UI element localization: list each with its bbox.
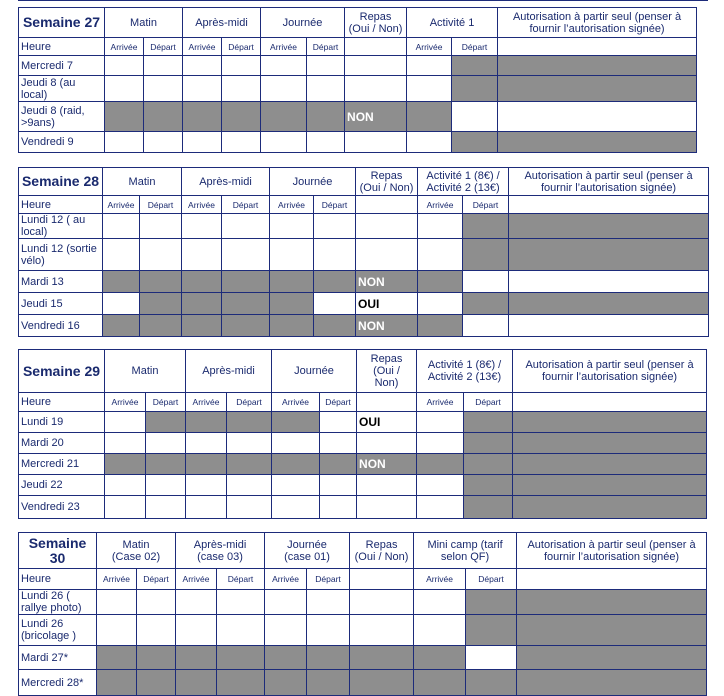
journee-depart-label: Départ [320,393,357,412]
matin-depart-cell [140,271,182,293]
matin-depart-cell[interactable] [144,132,183,153]
week-title: Semaine 28 [19,168,103,196]
day-label: Lundi 26 ( rallye photo) [19,590,97,615]
header-journee: Journée [272,350,357,393]
matin-arrivee-label: Arrivée [105,38,144,56]
day-row [19,670,707,696]
repas-cell[interactable] [356,214,418,239]
week-title: Semaine 30 [19,533,97,569]
journee-depart-label: Départ [307,569,350,590]
matin-arrivee-cell[interactable] [103,239,140,271]
journee-depart-cell[interactable] [314,293,356,315]
journee-arrivee-cell[interactable] [272,475,320,496]
day-label: Mercredi 28* [19,670,97,696]
header-autorisation: Autorisation à partir seul (penser à fournir l’autorisation signée) [517,533,707,569]
apres-midi-arrivee-cell [186,412,227,433]
journee-arrivee-cell [270,293,314,315]
apres-midi-arrivee-label: Arrivée [176,569,217,590]
matin-depart-label: Départ [146,393,186,412]
autorisation-cell [509,239,709,271]
apres-midi-depart-cell [217,670,265,696]
header-autorisation: Autorisation à partir seul (penser à fournir l’autorisation signée) [509,168,709,196]
apres-midi-depart-cell[interactable] [227,496,272,519]
matin-arrivee-cell[interactable] [97,590,137,615]
apres-midi-depart-cell [222,271,270,293]
matin-arrivee-label: Arrivée [105,393,146,412]
matin-depart-cell[interactable] [140,239,182,271]
activite-depart-cell [452,56,498,76]
apres-midi-arrivee-cell[interactable] [186,433,227,454]
apres-midi-arrivee-cell[interactable] [183,76,222,102]
autorisation-cell [517,615,707,646]
journee-depart-cell[interactable] [320,433,357,454]
repas-sub-blank [345,38,407,56]
header-repas: Repas (Oui / Non) [350,533,414,569]
header-apres-midi: Après-midi (case 03) [176,533,265,569]
repas-cell[interactable] [350,615,414,646]
autorisation-sub-blank [498,38,697,56]
autorisation-sub-blank [509,196,709,214]
day-row [19,615,707,646]
autorisation-cell [498,76,697,102]
activite-arrivee-cell[interactable] [407,76,452,102]
activite-arrivee-cell[interactable] [414,615,466,646]
day-row [19,239,709,271]
heure-label: Heure [19,196,103,214]
autorisation-cell [517,590,707,615]
apres-midi-arrivee-cell [182,271,222,293]
apres-midi-arrivee-cell [182,315,222,337]
matin-depart-cell [137,670,176,696]
journee-depart-label: Départ [314,196,356,214]
repas-cell: NON [356,271,418,293]
matin-arrivee-cell [97,646,137,670]
journee-depart-cell [314,315,356,337]
apres-midi-depart-cell [222,315,270,337]
day-row [19,102,697,132]
matin-depart-cell [146,412,186,433]
activite-depart-cell [464,454,513,475]
journee-arrivee-cell[interactable] [265,615,307,646]
apres-midi-arrivee-cell[interactable] [183,56,222,76]
journee-arrivee-cell [270,315,314,337]
matin-depart-cell[interactable] [146,433,186,454]
day-label: Lundi 19 [19,412,105,433]
repas-cell[interactable] [357,496,417,519]
apres-midi-arrivee-cell[interactable] [182,239,222,271]
day-row [19,496,707,519]
schedule-table-week-3 [18,349,707,519]
matin-arrivee-cell [103,315,140,337]
day-label: Mardi 27* [19,646,97,670]
day-label: Mercredi 21 [19,454,105,475]
autorisation-cell[interactable] [498,102,697,132]
journee-arrivee-cell [270,271,314,293]
activite-depart-cell [463,239,509,271]
matin-depart-cell[interactable] [144,56,183,76]
day-label: Mardi 20 [19,433,105,454]
day-label: Mercredi 7 [19,56,105,76]
repas-cell [350,646,414,670]
journee-depart-cell[interactable] [320,496,357,519]
activite-arrivee-cell[interactable] [414,590,466,615]
matin-arrivee-cell[interactable] [105,433,146,454]
journee-arrivee-label: Arrivée [261,38,307,56]
journee-depart-label: Départ [307,38,345,56]
repas-cell[interactable]: OUI [357,412,417,433]
heure-label: Heure [19,393,105,412]
journee-depart-cell [307,102,345,132]
repas-cell[interactable] [357,475,417,496]
autorisation-sub-blank [517,569,707,590]
apres-midi-depart-cell[interactable] [222,214,270,239]
header-repas: Repas (Oui / Non) [345,8,407,38]
apres-midi-arrivee-cell [176,670,217,696]
day-row [19,433,707,454]
repas-cell: NON [345,102,407,132]
autorisation-cell [513,433,707,454]
activite-arrivee-label: Arrivée [414,569,466,590]
repas-sub-blank [350,569,414,590]
autorisation-cell [513,496,707,519]
matin-depart-cell[interactable] [140,214,182,239]
journee-depart-cell [307,646,350,670]
activite-arrivee-cell[interactable] [417,496,464,519]
repas-cell: NON [356,315,418,337]
autorisation-cell[interactable] [509,315,709,337]
journee-depart-cell[interactable] [307,615,350,646]
matin-arrivee-label: Arrivée [97,569,137,590]
matin-arrivee-cell[interactable] [105,475,146,496]
apres-midi-depart-cell[interactable] [217,615,265,646]
apres-midi-arrivee-label: Arrivée [182,196,222,214]
matin-arrivee-cell[interactable] [97,615,137,646]
day-row [19,454,707,475]
day-label: Lundi 12 (sortie vélo) [19,239,103,271]
header-matin: Matin (Case 02) [97,533,176,569]
top-rule [18,0,708,1]
activite-arrivee-cell [417,454,464,475]
activite-arrivee-cell [414,670,466,696]
journee-arrivee-cell[interactable] [270,239,314,271]
day-label: Jeudi 15 [19,293,103,315]
matin-arrivee-cell[interactable] [105,496,146,519]
header-journee: Journée (case 01) [265,533,350,569]
activite-arrivee-cell [418,315,463,337]
journee-arrivee-cell [261,102,307,132]
activite-arrivee-cell[interactable] [417,412,464,433]
autorisation-sub-blank [513,393,707,412]
apres-midi-arrivee-cell [182,293,222,315]
journee-arrivee-cell[interactable] [272,433,320,454]
journee-depart-cell[interactable] [314,239,356,271]
matin-depart-cell [146,454,186,475]
apres-midi-depart-label: Départ [222,196,270,214]
autorisation-cell [509,293,709,315]
repas-sub-blank [356,196,418,214]
matin-depart-cell[interactable] [146,496,186,519]
matin-arrivee-cell[interactable] [105,76,144,102]
journee-depart-cell[interactable] [314,214,356,239]
day-label: Lundi 12 ( au local) [19,214,103,239]
matin-depart-cell[interactable] [144,76,183,102]
header-autorisation: Autorisation à partir seul (penser à fournir l’autorisation signée) [498,8,697,38]
journee-arrivee-cell [265,646,307,670]
activite-depart-cell [464,412,513,433]
activite-depart-cell[interactable] [466,646,517,670]
apres-midi-depart-cell [217,646,265,670]
day-label: Lundi 26 (bricolage ) [19,615,97,646]
apres-midi-arrivee-cell[interactable] [176,590,217,615]
matin-arrivee-cell[interactable] [105,56,144,76]
day-label: Vendredi 23 [19,496,105,519]
apres-midi-depart-cell [227,454,272,475]
apres-midi-arrivee-cell[interactable] [183,132,222,153]
matin-arrivee-cell [103,271,140,293]
apres-midi-depart-cell[interactable] [227,433,272,454]
autorisation-cell [513,475,707,496]
repas-cell [350,670,414,696]
header-matin: Matin [103,168,182,196]
activite-arrivee-cell[interactable] [418,214,463,239]
matin-arrivee-cell[interactable] [105,132,144,153]
repas-cell[interactable] [345,132,407,153]
repas-cell[interactable] [357,433,417,454]
header-autorisation: Autorisation à partir seul (penser à fournir l’autorisation signée) [513,350,707,393]
journee-arrivee-cell[interactable] [261,76,307,102]
activite-depart-cell[interactable] [463,315,509,337]
journee-arrivee-cell[interactable] [265,590,307,615]
day-label: Jeudi 8 (au local) [19,76,105,102]
week-title: Semaine 29 [19,350,105,393]
activite-depart-cell[interactable] [463,271,509,293]
activite-depart-cell [452,76,498,102]
matin-arrivee-cell[interactable] [105,412,146,433]
day-row [19,214,709,239]
day-row [19,315,709,337]
activite-depart-cell [466,670,517,696]
journee-depart-cell[interactable] [320,412,357,433]
activite-arrivee-label: Arrivée [417,393,464,412]
heure-label: Heure [19,569,97,590]
day-label: Jeudi 22 [19,475,105,496]
header-activite: Mini camp (tarif selon QF) [414,533,517,569]
journee-arrivee-label: Arrivée [270,196,314,214]
activite-depart-cell [464,433,513,454]
journee-depart-cell [320,454,357,475]
day-label: Vendredi 16 [19,315,103,337]
header-activite: Activité 1 [407,8,498,38]
day-row [19,412,707,433]
activite-depart-cell [466,590,517,615]
matin-depart-label: Départ [144,38,183,56]
activite-depart-label: Départ [464,393,513,412]
header-apres-midi: Après-midi [186,350,272,393]
journee-depart-cell[interactable] [307,590,350,615]
journee-depart-cell[interactable] [320,475,357,496]
matin-depart-cell [137,646,176,670]
matin-depart-label: Départ [137,569,176,590]
header-apres-midi: Après-midi [182,168,270,196]
autorisation-cell [517,646,707,670]
activite-depart-cell [466,615,517,646]
apres-midi-depart-cell[interactable] [222,132,261,153]
apres-midi-arrivee-cell[interactable] [182,214,222,239]
day-row [19,590,707,615]
matin-depart-cell [144,102,183,132]
matin-arrivee-label: Arrivée [103,196,140,214]
day-row [19,76,697,102]
header-repas: Repas (Oui / Non) [356,168,418,196]
activite-arrivee-label: Arrivée [418,196,463,214]
apres-midi-arrivee-label: Arrivée [183,38,222,56]
activite-depart-label: Départ [452,38,498,56]
journee-arrivee-cell[interactable] [270,214,314,239]
repas-cell[interactable]: OUI [356,293,418,315]
apres-midi-depart-cell [222,102,261,132]
activite-depart-cell [464,496,513,519]
repas-cell: NON [357,454,417,475]
day-row [19,271,709,293]
journee-depart-cell[interactable] [307,132,345,153]
journee-arrivee-cell [265,670,307,696]
header-repas: Repas (Oui / Non) [357,350,417,393]
day-row [19,132,697,153]
activite-arrivee-cell[interactable] [417,475,464,496]
journee-arrivee-cell [272,454,320,475]
apres-midi-depart-cell[interactable] [217,590,265,615]
matin-depart-label: Départ [140,196,182,214]
autorisation-cell [513,412,707,433]
matin-arrivee-cell[interactable] [103,293,140,315]
apres-midi-depart-label: Départ [227,393,272,412]
matin-arrivee-cell [97,670,137,696]
activite-arrivee-cell[interactable] [418,239,463,271]
apres-midi-depart-cell[interactable] [222,56,261,76]
repas-cell[interactable] [356,239,418,271]
day-label: Jeudi 8 (raid, >9ans) [19,102,105,132]
repas-cell[interactable] [350,590,414,615]
journee-depart-cell[interactable] [307,56,345,76]
matin-depart-cell[interactable] [137,590,176,615]
matin-depart-cell[interactable] [146,475,186,496]
day-row [19,475,707,496]
schedule-table-week-4 [18,532,707,696]
activite-depart-cell [463,214,509,239]
day-row [19,646,707,670]
matin-arrivee-cell[interactable] [103,214,140,239]
matin-arrivee-cell [105,102,144,132]
apres-midi-depart-cell[interactable] [227,475,272,496]
journee-arrivee-cell [272,412,320,433]
matin-depart-cell[interactable] [137,615,176,646]
journee-arrivee-cell[interactable] [261,56,307,76]
apres-midi-depart-cell [227,412,272,433]
header-matin: Matin [105,350,186,393]
activite-arrivee-cell[interactable] [407,132,452,153]
matin-arrivee-cell [105,454,146,475]
activite-arrivee-label: Arrivée [407,38,452,56]
matin-depart-cell [140,315,182,337]
apres-midi-arrivee-cell [183,102,222,132]
apres-midi-depart-cell[interactable] [222,76,261,102]
apres-midi-depart-label: Départ [217,569,265,590]
journee-arrivee-label: Arrivée [265,569,307,590]
journee-depart-cell [307,670,350,696]
activite-arrivee-cell [418,271,463,293]
schedule-table-week-2 [18,167,709,337]
repas-cell[interactable] [345,76,407,102]
header-journee: Journée [270,168,356,196]
apres-midi-depart-cell[interactable] [222,239,270,271]
activite-depart-cell [464,475,513,496]
activite-arrivee-cell [407,102,452,132]
activite-depart-cell [452,132,498,153]
journee-arrivee-cell[interactable] [272,496,320,519]
autorisation-cell[interactable] [509,271,709,293]
autorisation-cell [498,132,697,153]
day-label: Vendredi 9 [19,132,105,153]
repas-sub-blank [357,393,417,412]
header-matin: Matin [105,8,183,38]
activite-depart-cell[interactable] [452,102,498,132]
header-activite: Activité 1 (8€) / Activité 2 (13€) [418,168,509,196]
repas-cell[interactable] [345,56,407,76]
autorisation-cell [517,670,707,696]
activite-arrivee-cell[interactable] [417,433,464,454]
journee-depart-cell [314,271,356,293]
apres-midi-depart-cell [222,293,270,315]
heure-label: Heure [19,38,105,56]
day-row [19,56,697,76]
activite-arrivee-cell[interactable] [407,56,452,76]
week-title: Semaine 27 [19,8,105,38]
apres-midi-arrivee-cell [186,454,227,475]
apres-midi-arrivee-label: Arrivée [186,393,227,412]
apres-midi-depart-label: Départ [222,38,261,56]
activite-depart-label: Départ [466,569,517,590]
journee-arrivee-label: Arrivée [272,393,320,412]
header-apres-midi: Après-midi [183,8,261,38]
activite-depart-cell [463,293,509,315]
autorisation-cell [509,214,709,239]
day-label: Mardi 13 [19,271,103,293]
header-journee: Journée [261,8,345,38]
activite-arrivee-cell [414,646,466,670]
apres-midi-arrivee-cell [176,646,217,670]
activite-depart-label: Départ [463,196,509,214]
day-row [19,293,709,315]
schedule-table-week-1 [18,7,697,153]
apres-midi-arrivee-cell[interactable] [176,615,217,646]
header-activite: Activité 1 (8€) / Activité 2 (13€) [417,350,513,393]
matin-depart-cell [140,293,182,315]
journee-arrivee-cell[interactable] [261,132,307,153]
activite-arrivee-cell[interactable] [418,293,463,315]
apres-midi-arrivee-cell[interactable] [186,496,227,519]
apres-midi-arrivee-cell[interactable] [186,475,227,496]
autorisation-cell [513,454,707,475]
journee-depart-cell[interactable] [307,76,345,102]
autorisation-cell [498,56,697,76]
